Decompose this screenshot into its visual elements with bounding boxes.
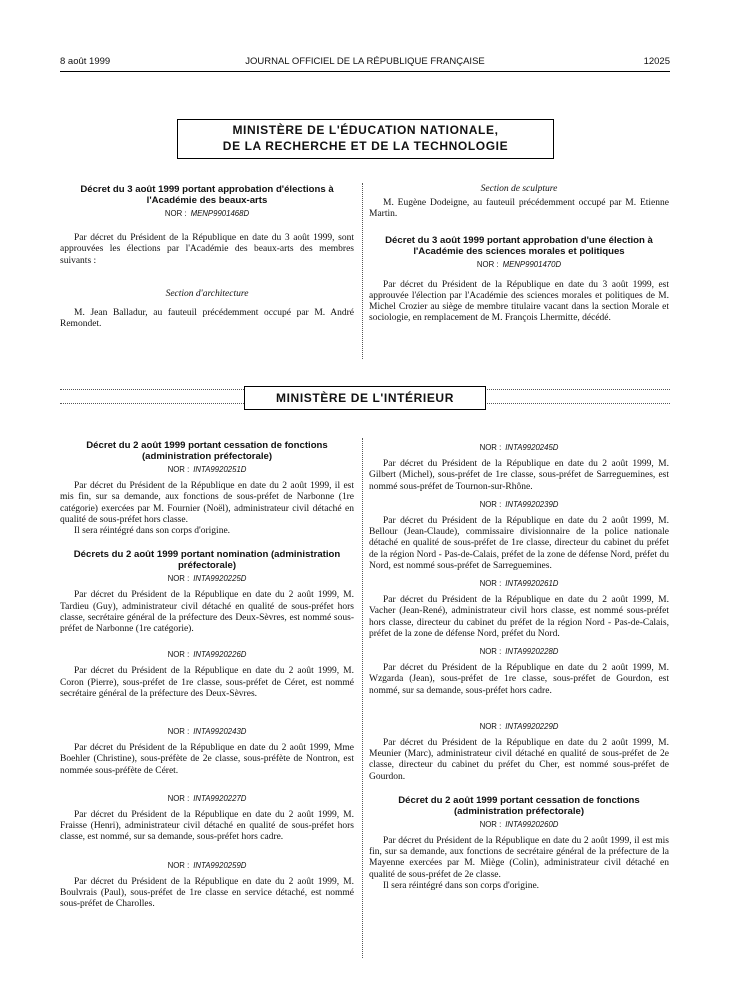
nor-reference: NOR : INTA9920225D xyxy=(167,574,247,584)
nor-reference: NOR : MENP9901470D xyxy=(476,259,562,269)
column-divider xyxy=(362,438,363,958)
header-journal-title: JOURNAL OFFICIEL DE LA RÉPUBLIQUE FRANÇAISE xyxy=(245,56,485,67)
decree-body-note: Il sera réintégré dans son corps d'origine. xyxy=(383,880,540,891)
decree-body: Par décret du Président de la République en date du 2 août 1999, M. Fraisse (Henri), administrateur civil détaché en qualité de sous-préfet hors classe, est nommé, sur sa demande, sous-préfet hors cadre. xyxy=(60,810,354,843)
decree-title: Décret du 3 août 1999 portant approbation d'une élection à l'Académie des sciences morales et politiques xyxy=(385,234,653,257)
decree-body: Par décret du Président de la République en date du 3 août 1999, sont approuvées les élections par l'Académie des beaux-arts des membres suivants : xyxy=(60,233,354,266)
nor-reference: NOR : INTA9920243D xyxy=(167,727,247,737)
decree-body: Par décret du Président de la République en date du 2 août 1999, M. Bellour (Jean-Claude), commissaire divisionnaire de la police nationale détaché en qualité de sous-préfet de 1re classe, directeur du cabinet du préfet de la région Nord - Pas-de-Calais, préfet de la zone de défense Nord, préfet du Nord, est nommé sous-préfet de Sarreguemines. xyxy=(369,516,669,571)
decree-body: Par décret du Président de la République en date du 2 août 1999, il est mis fin, sur sa demande, aux fonctions de secrétaire général de la préfecture de la Mayenne exercées par M. Miège (Colin), administrateur civil détaché en qualité de sous-préfet de 2e classe. xyxy=(369,836,669,880)
ministry-interior-title: MINISTÈRE DE L'INTÉRIEUR xyxy=(276,391,454,405)
ministry-education-line1: MINISTÈRE DE L'ÉDUCATION NATIONALE, xyxy=(232,123,499,137)
nor-reference: NOR : MENP9901468D xyxy=(164,209,250,218)
decree-body: Par décret du Président de la République en date du 2 août 1999, M. Wzgarda (Jean), sous-préfet de 1re classe, sous-préfet de Gourdon, est nommé, sur sa demande, sous-préfet hors cadre. xyxy=(369,663,669,696)
ministry-interior-box xyxy=(244,386,486,410)
decree-body: Par décret du Président de la République en date du 2 août 1999, M. Coron (Pierre), sous-préfet de 1re classe, sous-préfet de Céret, est nommé secrétaire général de la préfecture des Deux-Sèvres. xyxy=(60,666,354,699)
decree-title: Décret du 3 août 1999 portant approbation d'élections à l'Académie des beaux-arts xyxy=(80,184,334,206)
decree-body: Par décret du Président de la République en date du 2 août 1999, M. Vacher (Jean-René), administrateur civil hors classe, est nommé sous-préfet hors classe, directeur du cabinet du préfet de la région Nord - Pas-de-Calais, préfet de la zone de défense Nord, préfet du Nord. xyxy=(369,595,669,639)
ministry-education-line2: DE LA RECHERCHE ET DE LA TECHNOLOGIE xyxy=(222,139,509,153)
column-divider xyxy=(362,183,363,359)
decree-body: Par décret du Président de la République en date du 2 août 1999, M. Gilbert (Michel), sous-préfet de 1re classe, sous-préfet de Sarreguemines, est nommé sous-préfet de Tournon-sur-Rhône. xyxy=(369,459,669,492)
decree-body: Par décret du Président de la République en date du 2 août 1999, M. Meunier (Marc), administrateur civil détaché en qualité de sous-préfet de 2e classe, directeur du cabinet du préfet du Cher, est nommé sous-préfet de Gourdon. xyxy=(369,738,669,782)
decree-title: Décret du 2 août 1999 portant cessation de fonctions (administration préfectorale) xyxy=(86,440,328,462)
header-date: 8 août 1999 xyxy=(60,56,111,67)
decree-title: Décrets du 2 août 1999 portant nomination (administration préfectorale) xyxy=(73,549,341,572)
decree-body: Par décret du Président de la République en date du 3 août 1999, est approuvée l'élection par l'Académie des sciences morales et politiques de M. Michel Crozier au siège de membre titulaire vacant dans la section Morale et sociologie, en remplacement de M. François Lhermitte, décédé. xyxy=(369,279,669,324)
nor-reference: NOR : INTA9920229D xyxy=(479,721,559,731)
nor-reference: NOR : INTA9920251D xyxy=(167,465,247,474)
nor-reference: NOR : INTA9920245D xyxy=(479,443,559,452)
section-text: M. Jean Balladur, au fauteuil précédemment occupé par M. André Remondet. xyxy=(60,308,354,330)
nor-reference: NOR : INTA9920260D xyxy=(479,819,559,829)
decree-body: Par décret du Président de la République en date du 2 août 1999, Mme Boehler (Christine), sous-préfète de 2e classe, sous-préfète de Nontron, est nommée sous-préfète de Céret. xyxy=(60,743,354,776)
section-text: M. Eugène Dodeigne, au fauteuil précédemment occupé par M. Etienne Martin. xyxy=(369,198,669,220)
interior-right-column xyxy=(369,440,669,892)
nor-reference: NOR : INTA9920226D xyxy=(167,650,247,660)
ministry-education-box xyxy=(177,119,554,159)
page-header xyxy=(60,56,670,70)
section-heading: Section d'architecture xyxy=(165,288,249,299)
education-left-column xyxy=(60,184,354,330)
nor-reference: NOR : INTA9920261D xyxy=(479,579,559,589)
nor-reference: NOR : INTA9920239D xyxy=(479,499,559,509)
decree-body-note: Il sera réintégré dans son corps d'origine. xyxy=(74,526,231,537)
decree-body: Par décret du Président de la République en date du 2 août 1999, il est mis fin, sur sa demande, aux fonctions de sous-préfet de Narbonne (1re catégorie) exercées par M. Fournier (Noël), administrateur civil détaché en qualité de sous-préfet hors classe. xyxy=(60,481,354,525)
education-right-column xyxy=(369,184,669,325)
section-heading: Section de sculpture xyxy=(480,184,558,194)
nor-reference: NOR : INTA9920227D xyxy=(167,793,247,803)
nor-reference: NOR : INTA9920259D xyxy=(167,860,247,870)
decree-body: Par décret du Président de la République en date du 2 août 1999, M. Boulvrais (Paul), sous-préfet de 1re classe en service détaché, est nommé sous-préfet de Charolles. xyxy=(60,876,354,910)
nor-reference: NOR : INTA9920228D xyxy=(479,647,559,657)
decree-title: Décret du 2 août 1999 portant cessation de fonctions (administration préfectorale) xyxy=(398,794,640,817)
header-rule xyxy=(60,71,670,72)
decree-body: Par décret du Président de la République en date du 2 août 1999, M. Tardieu (Guy), administrateur civil détaché en qualité de sous-préfet hors classe, secrétaire général de la préfecture des Deux-Sèvres, est nommé sous-préfet de Narbonne (1re catégorie). xyxy=(60,590,354,635)
header-page-number: 12025 xyxy=(643,56,670,67)
interior-left-column xyxy=(60,440,354,910)
